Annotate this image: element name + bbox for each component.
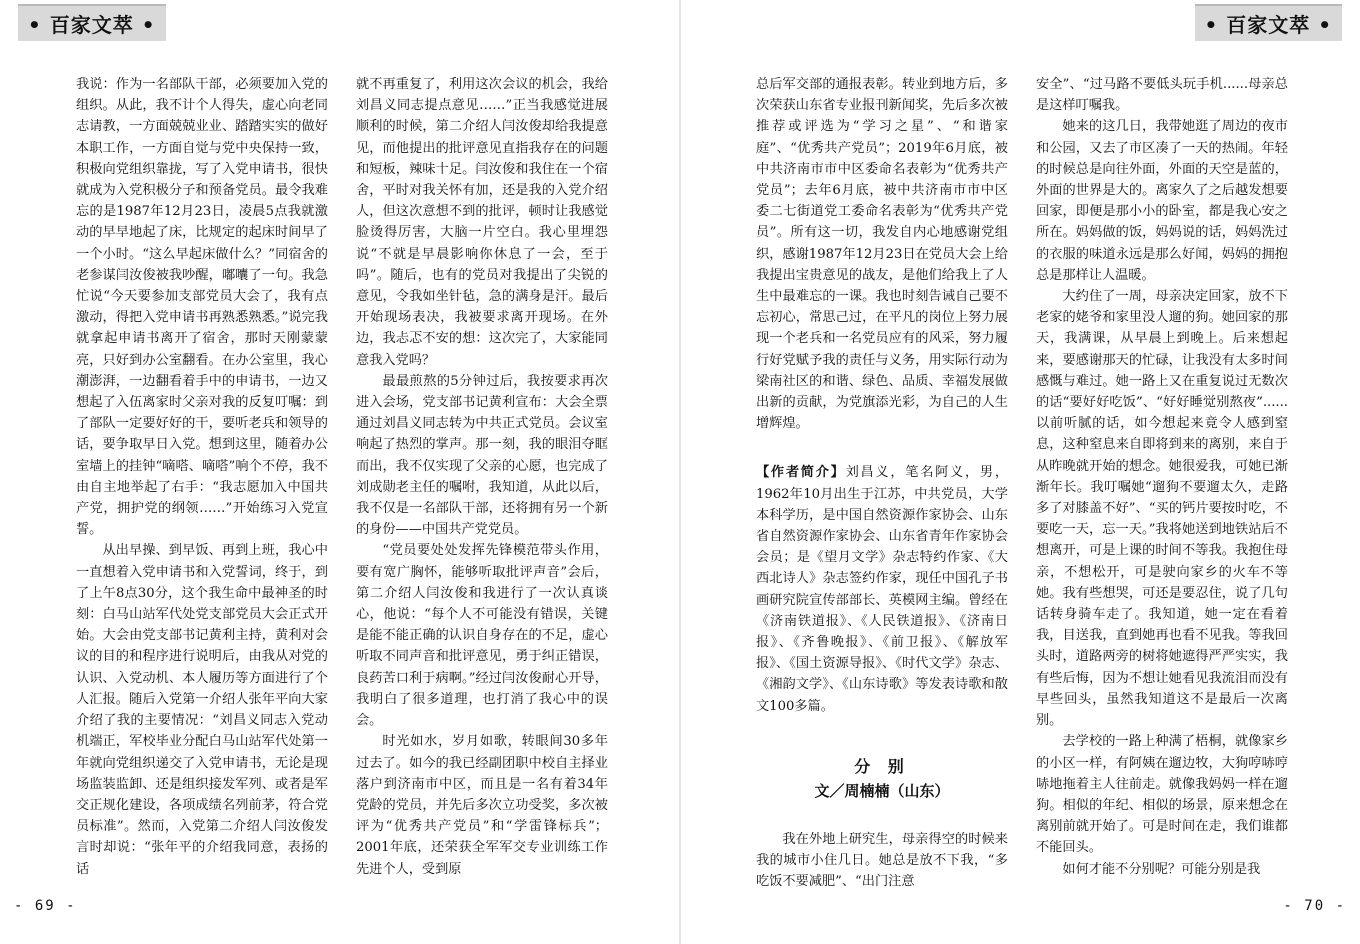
paragraph: 大约住了一周，母亲决定回家，放不下老家的姥爷和家里没人遛的狗。她回家的那天，我满课，从早晨上到晚上。后来想起来，要感谢那天的忙碌，让我没有太多时间感慨与难过。她一路上又在重复说过无数次的话“要好好吃饭”、“好好睡觉别熬夜”......以前听腻的话，如今想起来竟令人感到窒息，这种窒息来自即将到来的离别，来自于从昨晚就开始的想念。她很爱我，可她已渐渐年长。我叮嘱她“遛狗不要遛太久，走路多了对膝盖不好”、“买的钙片要按时吃，不要吃一天，忘一天。”我将她送到地铁站后不想离开，可是上课的时间不等我。我抱住母亲，不想松开，可是驶向家乡的火车不等她。我有些想哭，可还是要忍住，说了几句话转身骑车走了。我知道，她一定在看着我，目送我，直到她再也看不见我。等我回头时，道路两旁的树将她遮得严严实实，我有些后悔，因为不想让她看见我流泪而没有早些回头，虽然我知道这不是最后一次离别。 xyxy=(1036,289,1288,729)
author-bio xyxy=(756,462,1008,716)
text-column-4 xyxy=(1036,74,1288,877)
paragraph: 从出早操、到早饭、再到上班，我心中一直想着入党申请书和入党誓词，终于，到了上午8点30分，这个我生命中最神圣的时刻：白马山站军代处党支部党员大会正式开始。大会由党支部书记黄利主持，黄利对会议的目的和程序进行说明后，由我从对党的认识、入党动机、本人履历等方面进行了个人汇报。随后入党第一介绍人张年平向大家介绍了我的主要情况：“刘昌义同志入党动机端正，军校毕业分配白马山站军代处第一年就向党组织递交了入党申请书，无论是现场监装监卸、还是组织接发军列、或者是军交正规化建设，各项成绩名列前茅，符合党员标准”。然而，入党第二介绍人闫汝俊发言时却说：“张年平的介绍我同意，表扬的话 xyxy=(76,543,328,877)
text-column-2 xyxy=(356,74,608,877)
page-number-left: - 69 - xyxy=(14,898,77,914)
paragraph: 她来的这几日，我带她逛了周边的夜市和公园，又去了市区凑了一天的热闹。年轻的时候总是向往外面，外面的天空是蓝的，外面的世界是大的。离家久了之后越发想要回家，即便是那小小的卧室，都是我心安之所在。妈妈做的饭，妈妈说的话，妈妈洗过的衣服的味道永远是那么好闻，妈妈的拥抱总是那样让人温暖。 xyxy=(1036,119,1288,283)
paragraph: 就不再重复了，利用这次会议的机会，我给刘昌义同志提点意见……”正当我感觉进展顺利的时候，第二介绍人闫汝俊却给我提意见，而他提出的批评意见直指我存在的问题和短板，辣味十足。闫汝俊和我住在一个宿舍，平时对我关怀有加，还是我的入党介绍人，但这次意想不到的批评，顿时让我感觉脸烫得厉害，大脑一片空白。我心里埋怨说“不就是早晨影响你休息了一会，至于吗”。随后，也有的党员对我提出了尖锐的意见，令我如坐针毡，急的满身是汗。最后开始现场表决，我被要求离开现场。在外边，我忐忑不安的想：这次完了，大家能同意我入党吗？ xyxy=(356,77,608,368)
paragraph: 我说：作为一名部队干部，必须要加入党的组织。从此，我不计个人得失，虚心向老同志请教，一方面兢兢业业、踏踏实实的做好本职工作，一方面自觉与党中央保持一致，积极向党组织靠拢，写了入党申请书，很快就成为入党积极分子和预备党员。最令我难忘的是1987年12月23日，凌晨5点我就激动的早早地起了床，比规定的起床时间早了一个小时。“这么早起床做什么？”同宿舍的老参谋闫汝俊被我吵醒，嘟囔了一句。我急忙说“今天要参加支部党员大会了，我有点激动，得把入党申请书再熟悉熟悉。”说完我就拿起申请书离开了宿舍，那时天刚蒙蒙亮，只好到办公室翻看。在办公室里，我心潮澎湃，一边翻看着手中的申请书，一边又想起了入伍离家时父亲对我的反复叮嘱：到了部队一定要好好的干，要听老兵和领导的话，要争取早日入党。想到这里，随着办公室墙上的挂钟“嘀嗒、嘀嗒”响个不停，我不由自主地举起了右手：“我志愿加入中国共产党，拥护党的纲领……”开始练习入党宣誓。 xyxy=(76,77,328,538)
paragraph: 总后军交部的通报表彰。转业到地方后，多次荣获山东省专业报刊新闻奖，先后多次被推荐或评选为“学习之星”、“和谐家庭”、“优秀共产党员”；2019年6月底，被中共济南市市中区委命名表彰为“优秀共产党员”；去年6月底，被中共济南市市中区委二七街道党工委命名表彰为“优秀共产党员”。所有这一切，我发自内心地感谢党组织，感谢1987年12月23日在党员大会上给我提出宝贵意见的战友，是他们给我上了人生中最难忘的一课。我也时刻告诫自己要不忘初心，常思己过，在平凡的岗位上努力展现一个老兵和一名党员应有的风采，努力履行好党赋予我的责任与义务，用实际行动为梁南社区的和谐、绿色、品质、幸福发展做出新的贡献，为党旗添光彩，为自己的人生增辉煌。 xyxy=(756,77,1008,432)
author-bio-text: 刘昌义，笔名阿义，男，1962年10月出生于江苏，中共党员，大学本科学历，是中国自然资源作家协会、山东省自然资源作家协会、山东省青年作家协会会员；是《望月文学》杂志特约作家、《大西北诗人》杂志签约作家，现任中国孔子书画研究院宣传部部长、英模网主编。曾经在《济南铁道报》、《人民铁道报》、《济南日报》、《齐鲁晚报》、《前卫报》、《解放军报》、《国土资源导报》、《时代文学》杂志、《湘韵文学》、《山东诗歌》等发表诗歌和散文100多篇。 xyxy=(756,465,1009,714)
paragraph: 最最煎熬的5分钟过后，我按要求再次进入会场，党支部书记黄利宣布：大会全票通过刘昌义同志转为中共正式党员。会议室响起了热烈的掌声。那一刻，我的眼泪夺眶而出，我不仅实现了父亲的心愿，也完成了刘成勋老主任的嘱咐，我知道，从此以后，我不仅是一名部队干部，还将拥有另一个新的身份——中国共产党党员。 xyxy=(356,373,608,538)
paragraph: 我在外地上研究生，母亲得空的时候来我的城市小住几日。她总是放不下我，“多吃饭不要减肥”、“出门注意 xyxy=(756,831,1008,890)
paragraph: 时光如水，岁月如歌，转眼间30多年过去了。如今的我已经副团职中校自主择业落户到济南市中区，而且是一名有着34年党龄的党员，并先后多次立功受奖，多次被评为“优秀共产党员”和“学雷锋标兵”；2001年底，还荣获全军军交专业训练工作先进个人，受到原 xyxy=(356,734,608,877)
paragraph: 如何才能不分别呢？可能分别是我 xyxy=(1062,861,1261,877)
article-title: 分 别 xyxy=(854,756,910,776)
page-right xyxy=(680,0,1360,944)
section-header-left: • 百家文萃 • xyxy=(18,4,166,41)
paragraph: “党员要处处发挥先锋模范带头作用，要有宽广胸怀，能够听取批评声音”会后，第二介绍人闫汝俊和我进行了一次认真谈心，他说：“每个人不可能没有错误，关键是能不能正确的认识自身存在的不足，虚心听取不同声音和批评意见，勇于纠正错误，良药苦口利于病啊。”经过闫汝俊耐心开导，我明白了很多道理，也打消了我心中的误会。 xyxy=(356,543,608,729)
section-header-right: • 百家文萃 • xyxy=(1195,4,1343,41)
page-number-right: - 70 - xyxy=(1283,898,1346,914)
article-title-block xyxy=(756,755,1008,803)
paragraph: 安全”、“过马路不要低头玩手机......母亲总是这样叮嘱我。 xyxy=(1036,77,1288,114)
text-column-1 xyxy=(76,74,328,877)
article-author: 文／周楠楠（山东） xyxy=(814,781,950,800)
author-bio-label: 【作者简介】 xyxy=(756,465,846,481)
paragraph: 去学校的一路上种满了梧桐，就像家乡的小区一样，有阿姨在遛边牧，大狗哼哧哼哧地拖着主人往前走。就像我妈妈一样在遛狗。相似的年纪、相似的场景，原来想念在离别前就开始了。可是时间在走，我们谁都不能回头。 xyxy=(1036,734,1288,856)
text-column-3 xyxy=(756,74,1009,890)
